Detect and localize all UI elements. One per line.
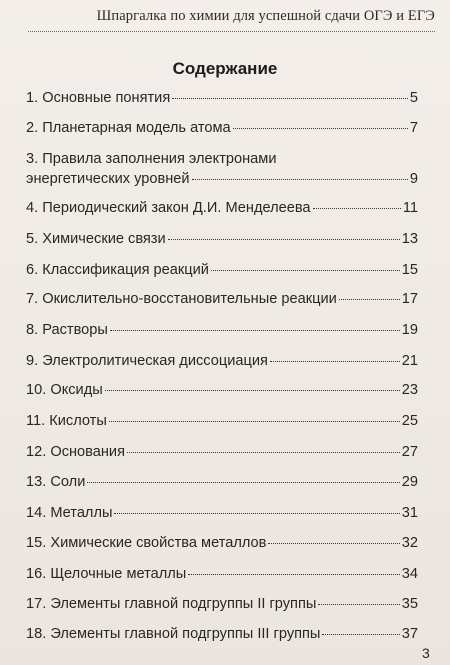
- toc-entry[interactable]: [26, 260, 418, 280]
- toc-entry-title: 2. Планетарная модель атома: [26, 120, 231, 136]
- toc-entry[interactable]: [26, 351, 418, 371]
- page-number: 3: [422, 645, 430, 661]
- toc-entry-page: 21: [401, 353, 418, 369]
- dot-leader: [268, 543, 399, 544]
- dot-leader: [339, 299, 400, 300]
- toc-entry-title: 17. Элементы главной подгруппы II группы: [26, 596, 317, 612]
- toc-entry-page: 15: [401, 262, 418, 278]
- toc-entry-title: 18. Элементы главной подгруппы III группы: [26, 626, 321, 642]
- toc-entry-title: 14. Металлы: [26, 505, 113, 521]
- toc-entry-title: 9. Электролитическая диссоциация: [26, 353, 268, 369]
- toc-entry[interactable]: [26, 289, 418, 309]
- toc-entry[interactable]: [26, 198, 418, 218]
- toc-entry-page: 13: [401, 231, 418, 247]
- toc-title: Содержание: [172, 59, 278, 78]
- toc-entry-title: 1. Основные понятия: [26, 90, 171, 106]
- toc-entry-title: 11. Кислоты: [26, 413, 107, 429]
- toc-entry-page: 37: [401, 626, 418, 642]
- toc-entry-title: 13. Соли: [26, 474, 86, 490]
- toc-entry[interactable]: [26, 533, 418, 553]
- toc-entry[interactable]: [26, 411, 418, 431]
- toc-entry-title: 15. Химические свойства металлов: [26, 535, 267, 551]
- toc-entry-title: 12. Основания: [26, 444, 125, 460]
- toc-entry-page: 32: [401, 535, 418, 551]
- toc-entry[interactable]: [26, 149, 418, 189]
- dot-leader: [318, 604, 399, 605]
- dot-leader: [192, 179, 408, 180]
- toc-entry[interactable]: [26, 472, 418, 492]
- toc-entry-page: 34: [401, 566, 418, 582]
- toc-entry-title-line1: 3. Правила заполнения электронами: [26, 151, 277, 167]
- dot-leader: [188, 574, 399, 575]
- toc-entry-page: 25: [401, 413, 418, 429]
- dot-leader: [105, 390, 400, 391]
- toc-entry-page: 5: [409, 90, 418, 106]
- running-head: Шпаргалка по химии для успешной сдачи ОГЭ и ЕГЭ: [96, 8, 435, 24]
- toc-entry-page: 31: [401, 505, 418, 521]
- dot-leader: [114, 513, 399, 514]
- toc-entry-title: 16. Щелочные металлы: [26, 566, 187, 582]
- dot-leader: [168, 239, 400, 240]
- toc-entry-page: 19: [401, 322, 418, 338]
- toc-entry-title: 6. Классификация реакций: [26, 262, 209, 278]
- header-dotted-rule: [28, 31, 435, 32]
- dot-leader: [127, 452, 400, 453]
- toc-entry[interactable]: [26, 118, 418, 138]
- toc-entry-page: 7: [409, 120, 418, 136]
- dot-leader: [233, 128, 408, 129]
- dot-leader: [110, 330, 400, 331]
- dot-leader: [87, 482, 399, 483]
- toc-entry-page: 27: [401, 444, 418, 460]
- toc-entry[interactable]: [26, 229, 418, 249]
- toc-entry-page: 35: [401, 596, 418, 612]
- toc-entry[interactable]: [26, 380, 418, 400]
- toc-entry[interactable]: [26, 594, 418, 614]
- toc-entry[interactable]: [26, 624, 418, 644]
- toc-entry-title: 8. Растворы: [26, 322, 108, 338]
- toc-entry-title: 4. Периодический закон Д.И. Менделеева: [26, 200, 311, 216]
- toc-entry[interactable]: [26, 564, 418, 584]
- toc-entry-title: 10. Оксиды: [26, 382, 103, 398]
- toc-entry-page: 17: [401, 291, 418, 307]
- dot-leader: [172, 98, 408, 99]
- dot-leader: [211, 270, 400, 271]
- toc-entry[interactable]: [26, 503, 418, 523]
- toc-entry-page: 23: [401, 382, 418, 398]
- dot-leader: [322, 634, 399, 635]
- toc-entry-title: 5. Химические связи: [26, 231, 166, 247]
- toc-entry-page: 11: [402, 200, 418, 216]
- dot-leader: [313, 208, 401, 209]
- dot-leader: [270, 361, 400, 362]
- toc-entry[interactable]: [26, 88, 418, 108]
- toc-entry-page: 9: [409, 171, 418, 187]
- toc-entry[interactable]: [26, 320, 418, 340]
- dot-leader: [109, 421, 400, 422]
- toc-entry-title: энергетических уровней: [26, 171, 190, 187]
- toc-entry[interactable]: [26, 442, 418, 462]
- toc-entry-title: 7. Окислительно-восстановительные реакции: [26, 291, 337, 307]
- toc-entry-page: 29: [401, 474, 418, 490]
